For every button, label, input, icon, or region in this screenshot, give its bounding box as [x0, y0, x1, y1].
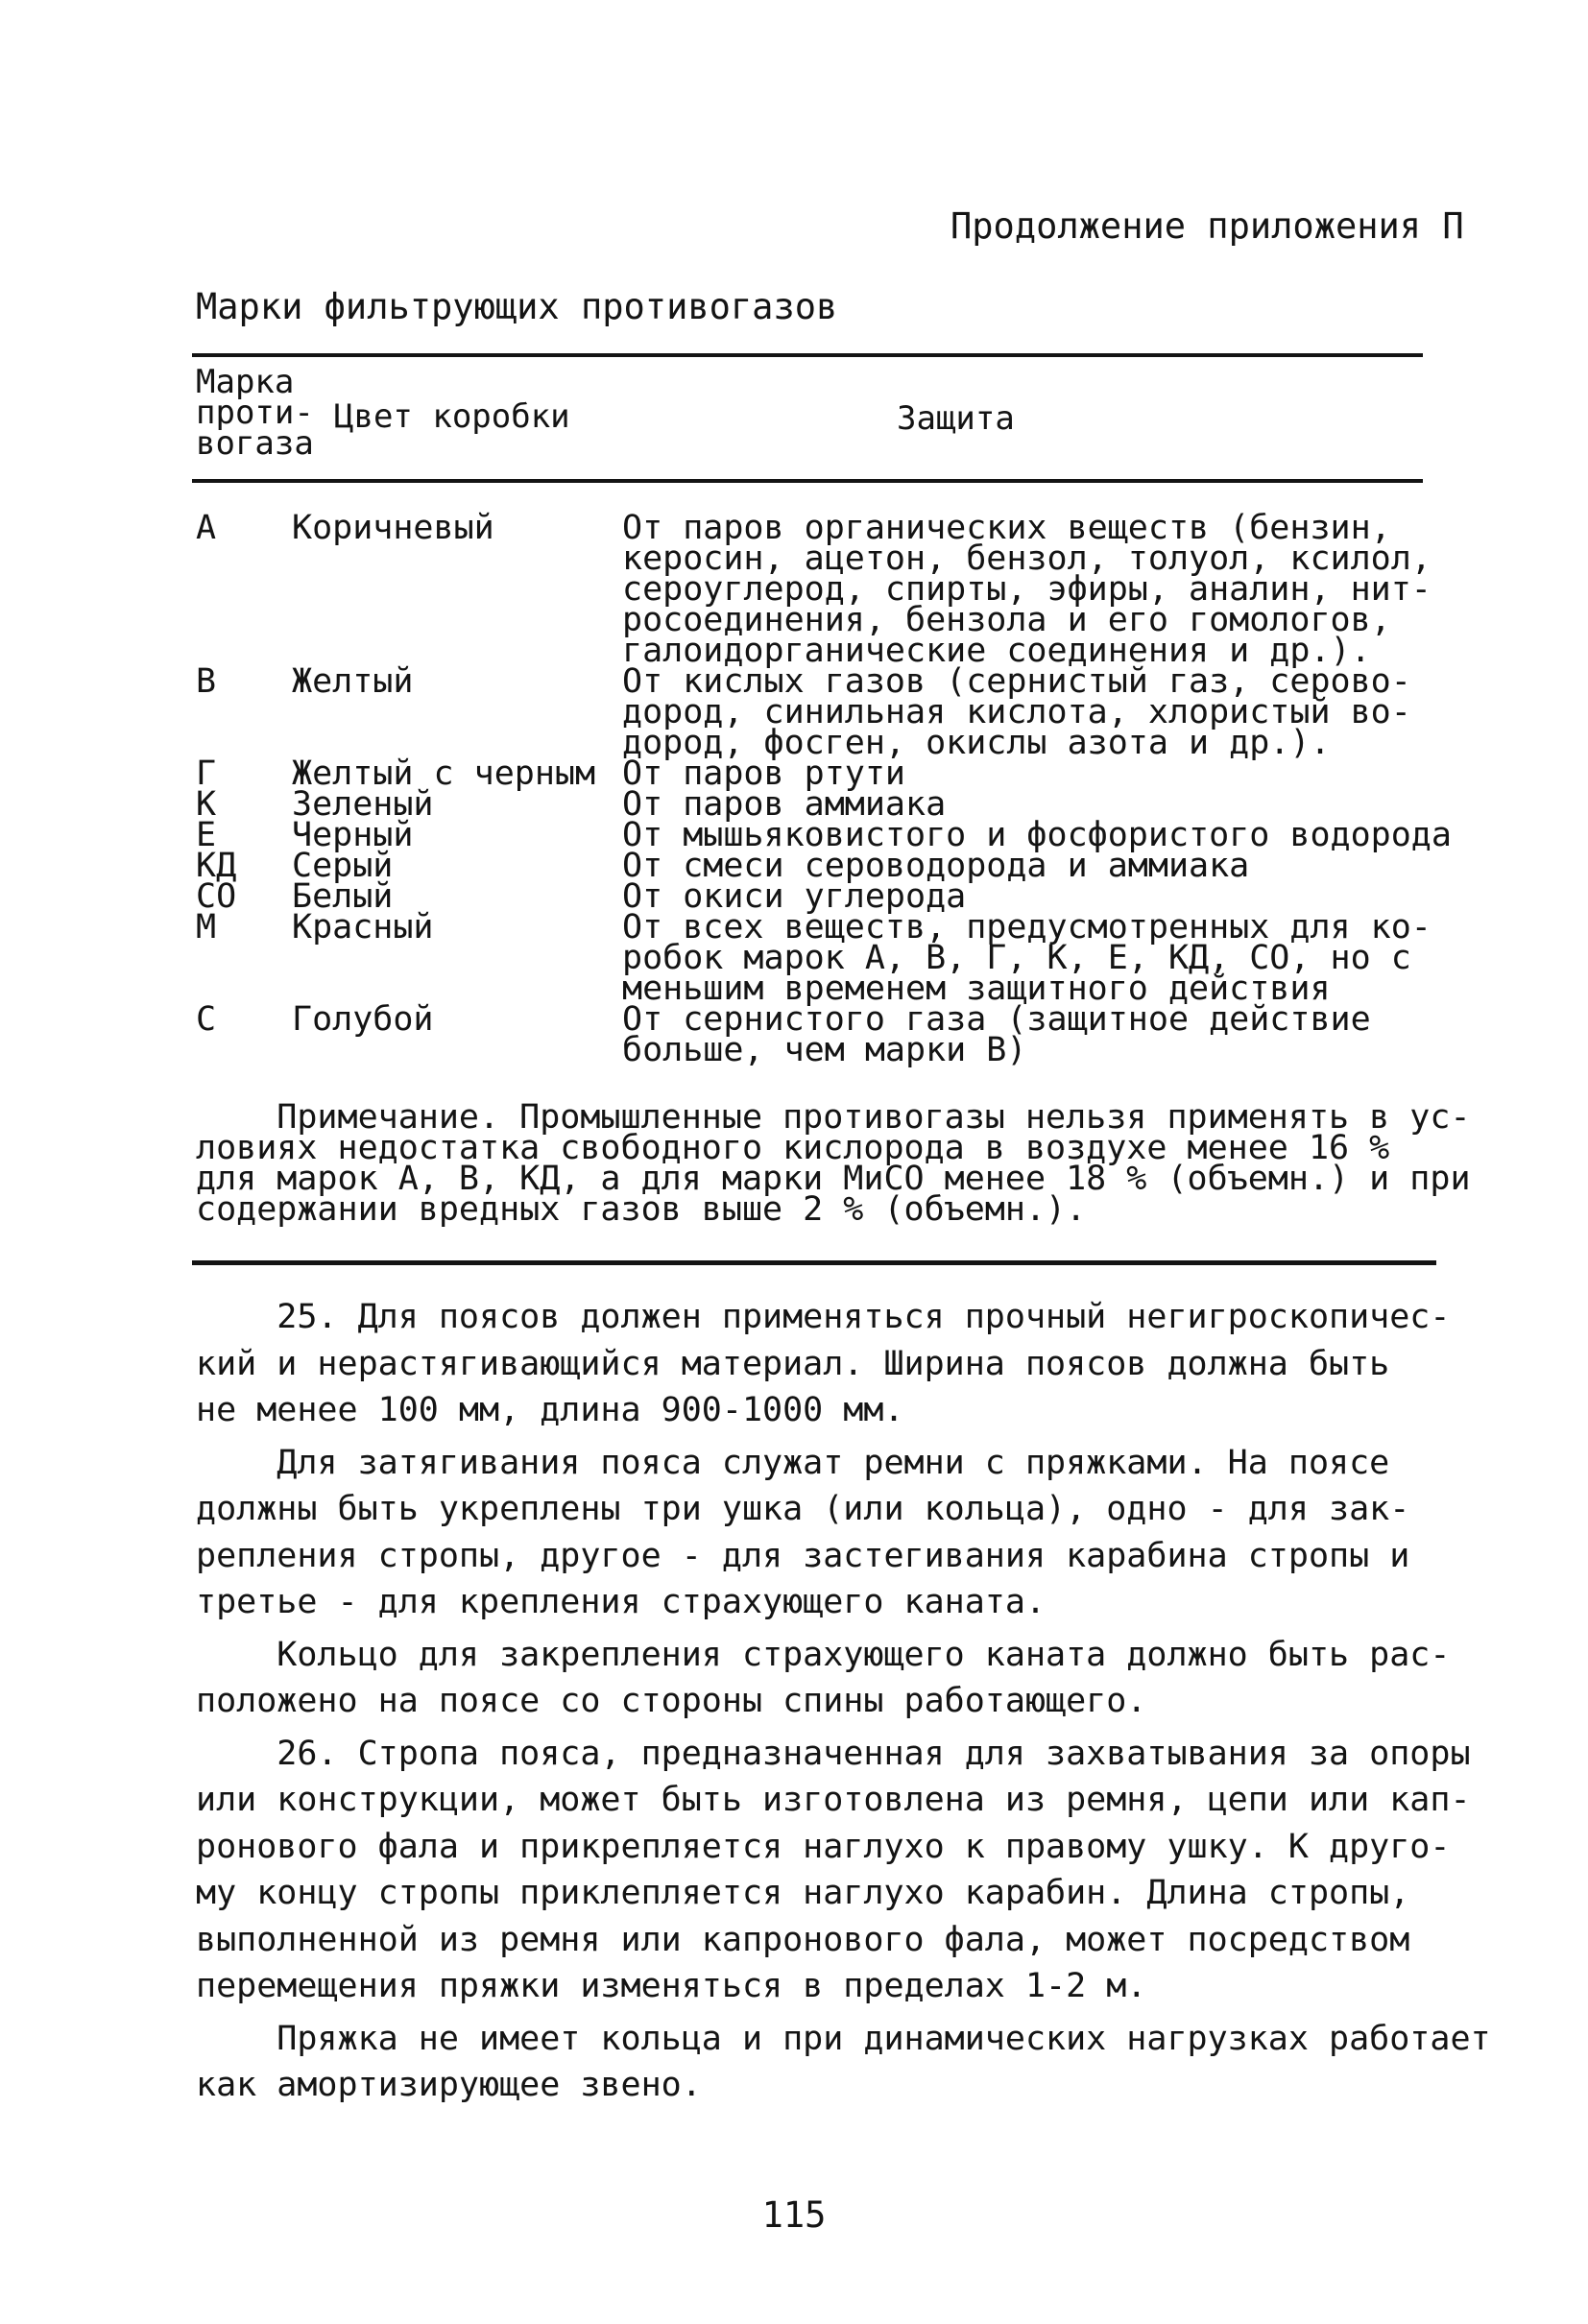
mark-cell: М	[196, 908, 217, 946]
protection-line: От окиси углерода	[622, 877, 967, 916]
paragraph-line: репления стропы, другое - для застегивания карабина стропы и	[196, 1536, 1410, 1575]
column-header-mark-line: вогаза	[196, 424, 314, 463]
column-header-box-color	[334, 397, 603, 436]
note-line: ловиях недостатка свободного кислорода в воздухе менее 16 %	[196, 1129, 1390, 1167]
mark-cell: В	[196, 662, 217, 701]
color-cell: Серый	[292, 847, 394, 885]
paragraph-line: Пряжка не имеет кольца и при динамических нагрузках работает	[196, 2019, 1491, 2058]
column-header-protection-line: Защита	[897, 399, 1015, 438]
paragraph	[196, 2016, 1491, 2109]
table-row	[196, 1000, 1444, 1069]
protection-line: От смеси сероводорода и аммиака	[622, 847, 1250, 885]
protection-line: От всех веществ, предусмотренных для ко-	[622, 908, 1432, 946]
protection-line: росоединения, бензола и его гомологов,	[622, 601, 1391, 639]
column-header-mark	[196, 363, 321, 463]
page-number: 115	[761, 2194, 827, 2236]
paragraph-line: перемещения пряжки изменяться в пределах 1-2 м.	[196, 1967, 1147, 2005]
mark-cell: КД	[196, 847, 237, 885]
protection-line: От мышьяковистого и фосфористого водорода	[622, 816, 1452, 854]
mark-cell: А	[196, 509, 217, 547]
protection-line: дород, фосген, окислы азота и др.).	[622, 724, 1331, 762]
color-cell: Голубой	[292, 1000, 434, 1039]
protection-line: галоидорганические соединения и др.).	[622, 632, 1371, 670]
color-cell: Зеленый	[292, 785, 434, 824]
color-cell: Желтый с черным	[292, 755, 596, 793]
paragraph-line: или конструкции, может быть изготовлена из ремня, цепи или кап-	[196, 1781, 1471, 1819]
column-header-protection	[897, 399, 1050, 438]
paragraph	[196, 1294, 1451, 1434]
protection-line: От паров органических веществ (бензин,	[622, 509, 1391, 547]
note-line: содержании вредных газов выше 2 % (объемн.).	[196, 1190, 1087, 1229]
color-cell: Желтый	[292, 662, 414, 701]
table-header-rule	[192, 479, 1423, 483]
mark-cell: Г	[196, 755, 217, 793]
column-header-box-color-line: Цвет коробки	[334, 397, 570, 436]
table-bottom-rule	[192, 1260, 1436, 1265]
paragraph-line: кий и нерастягивающийся материал. Ширина поясов должна быть	[196, 1344, 1390, 1383]
paragraph-line: положено на поясе со стороны спины работающего.	[196, 1682, 1147, 1720]
protection-line: От паров ртути	[622, 755, 906, 793]
paragraph-line: 25. Для поясов должен применяться прочный негигроскопичес-	[196, 1298, 1451, 1336]
column-header-mark-line: Марка	[196, 363, 295, 401]
protection-line: От паров аммиака	[622, 785, 947, 824]
protection-cell	[622, 662, 1419, 762]
paragraph-line: должны быть укреплены три ушка (или кольца), одно - для зак-	[196, 1490, 1410, 1528]
color-cell: Коричневый	[292, 509, 494, 547]
mark-cell: К	[196, 785, 217, 824]
paragraph-line: как амортизирующее звено.	[196, 2066, 702, 2104]
table-body	[196, 509, 1452, 1069]
color-cell: Черный	[292, 816, 414, 854]
mark-cell: СО	[196, 877, 237, 916]
paragraph	[196, 1731, 1471, 2010]
protection-line: меньшим временем защитного действия	[622, 970, 1331, 1008]
protection-cell	[622, 908, 1432, 1008]
table-title: Марки фильтрующих противогазов	[196, 286, 838, 327]
column-header-mark-line: проти-	[196, 394, 314, 432]
paragraph-line: му концу стропы приклепляется наглухо карабин. Длина стропы,	[196, 1874, 1410, 1912]
paragraph-line: выполненной из ремня или капронового фала, может посредством	[196, 1920, 1410, 1959]
table-row	[196, 662, 1444, 762]
protection-line: керосин, ацетон, бензол, толуол, ксилол,	[622, 539, 1432, 578]
protection-line: робок марок А, В, Г, К, Е, КД, СО, но с	[622, 939, 1411, 977]
paragraph-line: не менее 100 мм, длина 900-1000 мм.	[196, 1391, 904, 1429]
table-row	[196, 509, 1444, 670]
protection-line: От кислых газов (сернистый газ, серово-	[622, 662, 1411, 701]
protection-cell	[622, 1000, 1419, 1069]
table-top-rule	[192, 353, 1423, 357]
paragraph-line: Для затягивания пояса служат ремни с пряжками. На поясе	[196, 1443, 1390, 1482]
table-note	[196, 1098, 1471, 1229]
mark-cell: Е	[196, 816, 217, 854]
mark-cell: С	[196, 1000, 217, 1039]
paragraph-line: ронового фала и прикрепляется наглухо к правому ушку. К друго-	[196, 1827, 1451, 1866]
paragraph-line: 26. Стропа пояса, предназначенная для захватывания за опоры	[196, 1734, 1471, 1773]
protection-line: больше, чем марки В)	[622, 1031, 1027, 1069]
note-line: Примечание. Промышленные противогазы нельзя применять в ус-	[196, 1098, 1471, 1137]
appendix-continuation-heading: Продолжение приложения П	[950, 205, 1464, 247]
protection-line: От сернистого газа (защитное действие	[622, 1000, 1371, 1039]
body-text	[196, 1294, 1491, 2115]
note-line: для марок А, В, КД, а для марки МиСО менее 18 % (объемн.) и при	[196, 1160, 1471, 1198]
paragraph	[196, 1440, 1427, 1626]
paragraph	[196, 1632, 1451, 1725]
protection-cell	[622, 509, 1432, 670]
table-row	[196, 908, 1444, 1008]
protection-line: сероуглерод, спирты, эфиры, аналин, нит-	[622, 570, 1432, 609]
color-cell: Красный	[292, 908, 434, 946]
protection-line: дород, синильная кислота, хлористый во-	[622, 693, 1411, 731]
paragraph-line: Кольцо для закрепления страхующего каната должно быть рас-	[196, 1635, 1451, 1674]
paragraph-line: третье - для крепления страхующего каната.	[196, 1583, 1047, 1621]
color-cell: Белый	[292, 877, 394, 916]
